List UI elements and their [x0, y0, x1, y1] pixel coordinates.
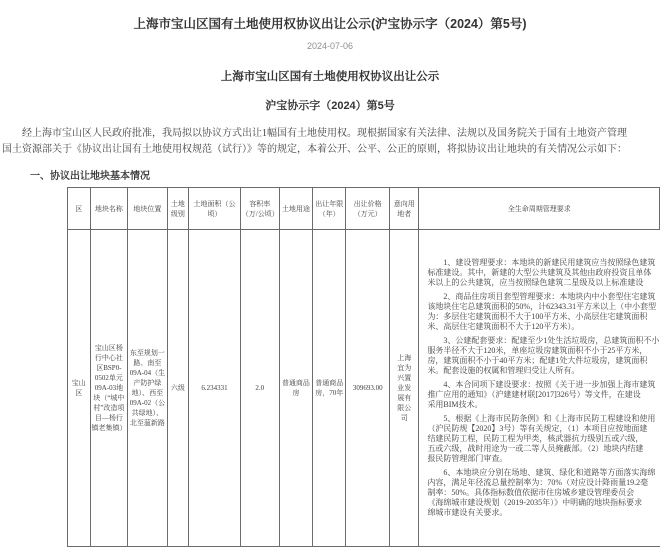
column-header: 容积率（万/公顷） [240, 188, 279, 230]
text-line: 6、本地块应分别在场地、建筑、绿化和道路等方面落实海绵 [427, 468, 656, 477]
text-line: 米以上的公共建筑，应当按照绿色建筑二星级及以上标准建设 [427, 278, 644, 287]
text-line: 《海绵城市建设规划（2019-2035年）》中明确的地块指标要求 [427, 498, 643, 507]
land-area-cell: 6.234331 [189, 230, 241, 547]
requirement-paragraph [427, 468, 659, 518]
text-line: 制率：50%。具体指标数值依据市住房城乡建设管理委员会 [427, 488, 635, 497]
table-data-row [68, 230, 660, 547]
text-line: 经上海市宝山区人民政府批准，我局拟以协议方式出让1幅国有土地使用权。现根据国家有关法律、法规以及国务院关于国有土地资产管理 [2, 128, 627, 139]
parcel-name-cell: 宝山区杨行中心社区BSP0-0502单元09A-03地块（“城中村”改造项目—杨行镇老集镇） [90, 230, 128, 547]
document-title: 上海市宝山区国有土地使用权协议出让公示 [220, 71, 440, 83]
price-cell: 309693.00 [346, 230, 390, 547]
lifecycle-requirements-cell [419, 230, 660, 547]
text-line: 国土资源部关于《协议出让国有土地使用权规范（试行）》等的规定，本着公开、公平、公正的原则，将拟协议出让地块的有关情况公示如下： [2, 143, 627, 155]
column-header: 出让价格（万元） [346, 188, 390, 230]
section-heading: 一、协议出让地块基本情况 [30, 171, 150, 182]
text-line: 内容，满足年径流总量控制率为：70%（对应设计降雨量19.2毫 [427, 478, 649, 487]
text-line: 2、商品住房项目套型管理要求：本地块内中小套型住宅建筑 [427, 292, 656, 301]
text-line: 结建民防工程，民防工程为甲类，核武器抗力级别五或六级， [427, 434, 644, 443]
column-header: 意向用地者 [390, 188, 419, 230]
intro-paragraph [0, 126, 660, 157]
text-line: 5、根据《上海市民防条例》和《上海市民防工程建设和使用 [427, 414, 656, 423]
text-line: （沪民防规【2020】3号）等有关规定，（1）本项目应按地面建 [427, 424, 648, 433]
text-line: 为：多层住宅建筑面积不大于100平方米、小高层住宅建筑面积 [427, 312, 648, 321]
text-line: 米、高层住宅建筑面积不大于120平方米）。 [427, 322, 580, 331]
land-parcel-table [67, 187, 660, 547]
column-header: 地块名称 [90, 188, 128, 230]
text-line: 3、公建配套要求：配建至少1处生活垃圾房，总建筑面积不小 [427, 336, 660, 345]
land-grade-cell: 六级 [167, 230, 189, 547]
term-years-cell: 普通商品房，70年 [313, 230, 346, 547]
requirement-paragraph [427, 292, 659, 332]
text-line: 绵城市建设有关要求。 [427, 508, 508, 517]
column-header: 土地用途 [279, 188, 312, 230]
requirement-paragraph [427, 258, 659, 288]
text-line: 采用BIM技术。 [427, 400, 483, 409]
column-header: 区 [68, 188, 91, 230]
land-use-cell: 普通商品房 [279, 230, 312, 547]
column-header: 全生命周期管理要求 [419, 188, 660, 230]
table-header-row [68, 188, 660, 230]
text-line: 该地块住宅总建筑面积的50%，计62343.31平方米以上（中小套型 [427, 302, 657, 311]
location-cell: 东至规划一路、南至09A-04（生产防护绿地）、西至09A-02（公共绿地）、北至蕰新路 [128, 230, 167, 547]
text-line: 报民防管理部门审查。 [427, 454, 508, 463]
text-line: 4、本合同项下建设要求：按照《关于进一步加强上海市建筑 [427, 380, 656, 389]
text-line: 标准建设。其中，新建的大型公共建筑及其他由政府投资且单体 [427, 268, 652, 277]
column-header: 土地面积（公顷） [189, 188, 241, 230]
document-number: 沪宝协示字（2024）第5号 [265, 100, 395, 112]
text-line: 推广应用的通知》（沪建建材联[2017]326号）等文件，在建设 [427, 390, 641, 399]
column-header: 地块位置 [128, 188, 167, 230]
publish-date: 2024-07-06 [306, 41, 354, 51]
plot-ratio-cell: 2.0 [240, 230, 279, 547]
requirement-paragraph [427, 336, 659, 376]
page-title: 上海市宝山区国有土地使用权协议出让公示(沪宝协示字（2024）第5号) [133, 17, 527, 31]
requirement-paragraph [427, 414, 659, 464]
intended-user-cell: 上海宜为兴置业发展有限公司 [390, 230, 419, 547]
text-line: 五或六级，战时用途为一或二等人员掩蔽部。（2）地块内结建 [427, 444, 644, 453]
requirement-paragraph [427, 380, 659, 410]
text-line: 1、建设管理要求：本地块的新建民用建筑应当按照绿色建筑 [427, 258, 656, 267]
column-header: 出让年限（年） [313, 188, 346, 230]
text-line: 房，建筑面积不小于40平方米；配建1处大件垃圾房，建筑面积 [427, 356, 648, 365]
text-line: 米。配套设施的权属和管理归受让人所有。 [427, 366, 580, 375]
column-header: 土地级别 [167, 188, 189, 230]
district-cell: 宝山区 [68, 230, 91, 547]
text-line: 服务半径不大于120米，单座垃圾房建筑面积不小于25平方米， [427, 346, 648, 355]
